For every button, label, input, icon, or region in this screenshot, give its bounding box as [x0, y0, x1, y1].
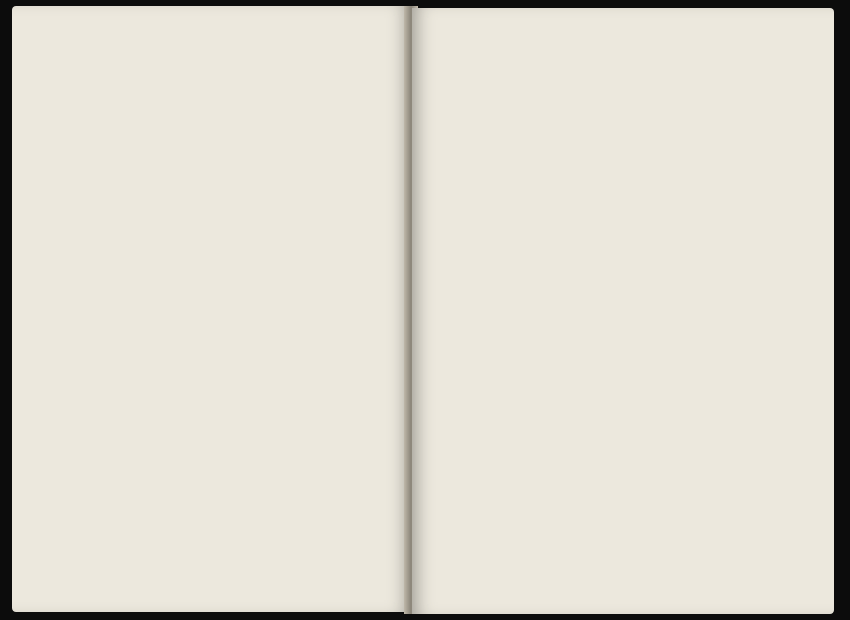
left-page — [12, 6, 410, 612]
right-page — [412, 8, 834, 614]
